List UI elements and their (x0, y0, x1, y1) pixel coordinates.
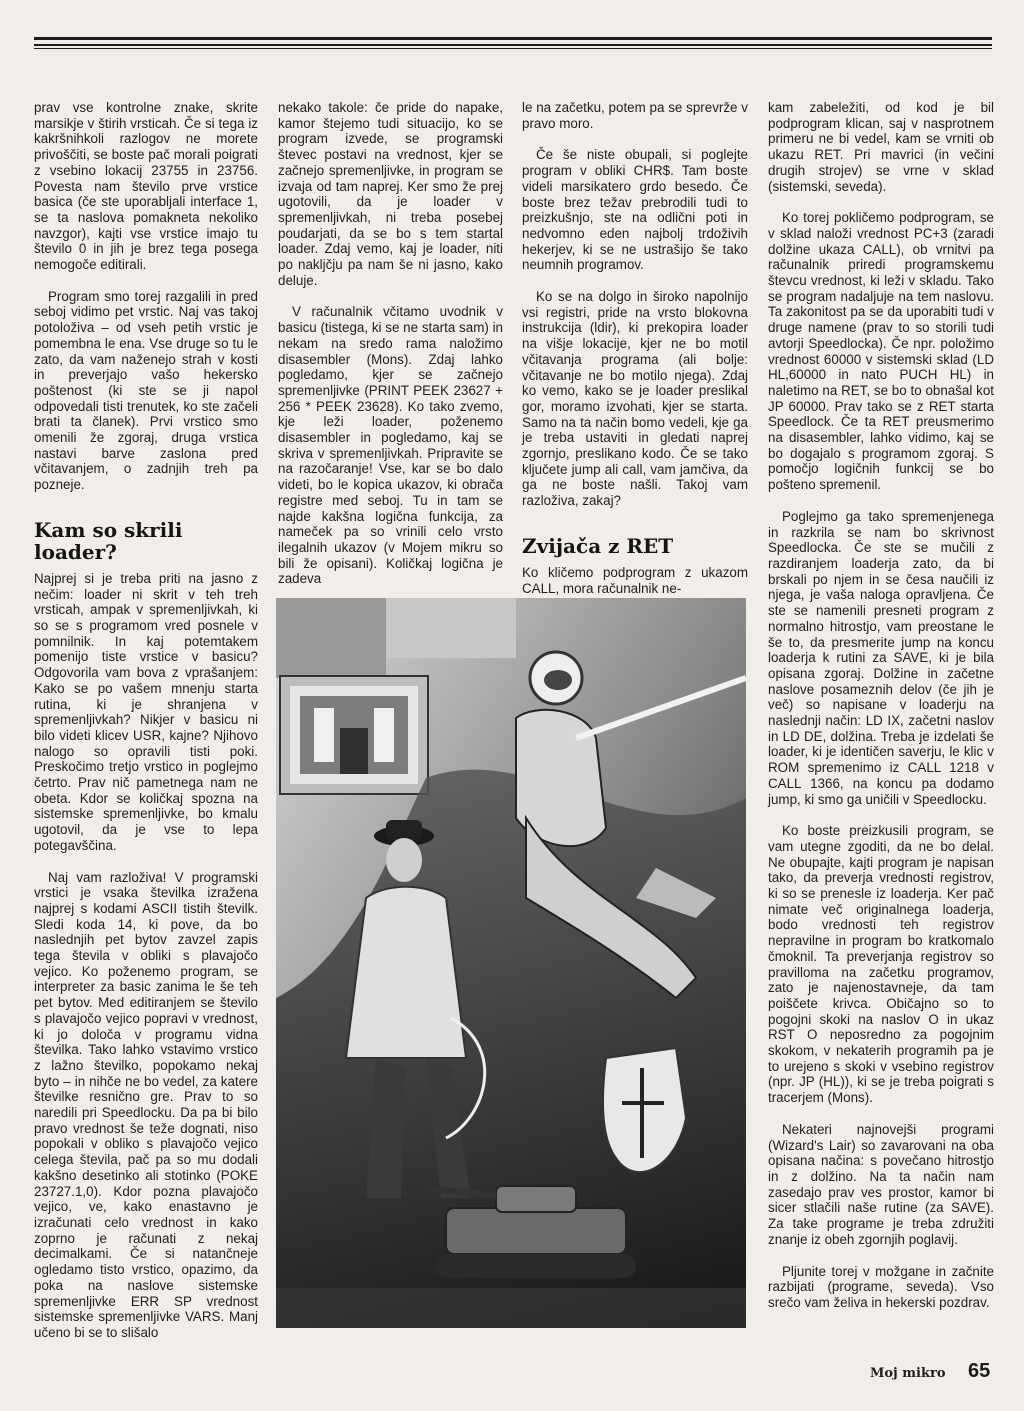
paragraph: nekako takole: če pride do napake, kamor štejemo tudi situacijo, ko se program izvede, se programski števec postavi na vrednost, kjer se začnejo spremenljivke, in program se izvaja od tam naprej. Ker smo že prej ugotovili, da je loader v spremenljivkah, ni treba posebej poudarjati, da se bo s tem startal loader. Zdaj vemo, kaj je loader, niti po nakljčju pa nam še ni jasno, kako deluje. (278, 100, 503, 288)
paragraph: Ko se na dolgo in široko napolnijo vsi registri, pride na vrsto blokovna instrukcija (ldir), ki prekopira loader na višje lokacije, kjer ne bo motil včitavanja programa (ali bolje: včitavanje ne bo motilo njega). Zdaj ko vemo, kako se je loader preslikal gor, moramo izvohati, kjer se starta. Samo na ta način bomo vedeli, kje ga je treba ustaviti in gledati naprej zgornjo, preslikano kodo. Če se tako ključete jump ali call, vam jamčiva, da ga ne boste našli. Takoj vam razloživa, zakaj? (522, 289, 748, 509)
section-heading: Zvijača z RET (522, 533, 674, 558)
paragraph: le na začetku, potem pa se sprevrže v pravo moro. (522, 100, 748, 131)
paragraph: Ko torej pokličemo podprogram, se v sklad naloži vrednost PC+3 (zaradi dolžine ukaza CALL), ob vrnitvi pa računalnik priredi programskemu števcu vrednost, ki leži v skladu. Tako se program nadaljuje na tem naslovu. Ta zakonitost pa se da uporabiti tudi v druge namene (prav to so storili tudi avtorji Speedlocka). Če npr. položimo vrednost 60000 v sistemski sklad (LD HL,60000 in nato PUCH HL) in naletimo na RET, se bo to obnašal kot JP 60000. Prav tako se z RET starta Speedlock. Če ta RET preusmerimo na disasembler, lahko vidimo, kaj se bo dogajalo s programom zgoraj. S pomočjo logičnih funkcij se bo pošteno spremenil. (768, 210, 994, 493)
paragraph: Ko kličemo podprogram z ukazom CALL, mora računalnik ne- (522, 564, 748, 596)
paragraph: Če še niste obupali, si poglejte program v obliki CHR$. Tam boste videli marsikatero grdo besedo. Če boste brez težav prebrodili tudi to preizkušnjo, ste na odlični poti in nedvomno eden najbolj trdoživih hekerjev, ki se ne ustrašijo še tako neumnih programov. (522, 147, 748, 273)
article-column-1 (34, 100, 258, 1357)
paragraph: Pljunite torej v možgane in začnite razbijati (programe, seveda). Vso srečo vam želiva in hekerski pozdrav. (768, 1263, 994, 1310)
game-screenshot-top-left (276, 598, 386, 678)
paragraph: V računalnik včitamo uvodnik v basicu (tistega, ki se ne starta sam) in nekam na sredo rama naložimo disasembler (Mons). Zdaj lahko pogledamo, kjer se začnejo spremenljivke (PRINT PEEK 23627 + 256 * PEEK 23628). Ko tako zvemo, kje leži loader, poženemo disasembler in pogledamo, kaj se skriva v spremenljivkah. Pripravite se na razočaranje! Vse, kar se bo dalo videti, bo le kopica ukazov, ki obrača registre med seboj. Tu in tam se najde kakšna logična funkcija, za nameček pa so vrinili celo vrsto ilegalnih ukazov (v Mojem mikru so bili že opisani). Količkaj logična je zadeva (278, 304, 503, 587)
header-rule-middle (34, 44, 992, 46)
paragraph: prav vse kontrolne znake, skrite marsikje v štirih vrsticah. Če si tega iz kakršnihkoli razlogov ne morete privoščiti, se boste pač morali poigrati z vsebino lokacij 23755 in 23756. Povesta nam število prve vrstice basica (če ste uporabljali interface 1, se ta naslova pomakneta nekoliko navzgor), kajti vse vrstice imajo tu število 0 in jih je brez tega posega nemogoče editirali. (34, 100, 258, 273)
collage-artwork (276, 598, 746, 1328)
paragraph: Poglejmo ga tako spremenjenega in razkrila se nam bo skrivnost Speedlocka. Če ste se mučili z razdiranjem loaderja zato, da bi brskali po njem in se česa naučili iz njega, je vaša naloga opravljena. Če ste se namenili presneti program z normalno hitrostjo, vam preostane le še to, da presmerite jump na koncu loaderja k rutini za SAVE, ki je bila opisana zgoraj. Dolžine in začetne naslove posameznih delov (če jih je več) so napisane v loaderju na naslednji način: LD IX, začetni naslov in LD DE, dolžina. Treba je izdelati še loader, ki je identičen saverju, le klic v ROM spremenimo iz CALL 1218 v CALL 1366, na koncu pa dodamo jump, ki smo ga uničili v Speedlocku. (768, 508, 994, 807)
section-heading: Kam so skrili loader? (34, 517, 183, 564)
header-rule-thin (34, 48, 992, 49)
magazine-name: Moj mikro (870, 1366, 946, 1381)
paragraph: Ko boste preizkusili program, se vam utegne zgoditi, da ne bo delal. Ne obupajte, kajti program je napisan tako, da preverja vrednosti registrov, ki so se prenesle iz loaderja. Ker pač nimate več originalnega loaderja, bodo vrednosti teh registrov nepravilne in program bo kratkomalo čmoknil. Ta preverjanja registrov so pravilloma na začetku programov, zato je najenostavneje, da tam poiščete krivca. Običajno so to pogojni skoki na naslov O in ukaz RST O neposredno za pogojnim skokom, v nekaterih programih pa je to urejeno s skoki v vsebino registrov (npr. JP (HL)), ki se je treba poigrati s tracerjem (Mons). (768, 823, 994, 1106)
article-column-2 (278, 100, 503, 603)
article-column-4 (768, 100, 994, 1327)
game-collage-illustration (276, 598, 746, 1328)
paragraph: Nekateri najnovejši programi (Wizard's Lair) so zavarovani na oba opisana načina: s povečano hitrostjo in z dolžino. Na ta način nam zasedajo prav ves prostor, kamor bi sicer stlačili naše rutine (za SAVE). Za take programe je treba združiti znanje iz obeh zgornjih poglavij. (768, 1121, 994, 1247)
paragraph: kam zabeležiti, od kod je bil podprogram klican, saj v nasprotnem primeru ne bi vedel, kam se vrniti ob ukazu RET. Pri mavrici (in večini drugih strojev) se vrne v sklad (sistemski, seveda). (768, 100, 994, 194)
paragraph: Program smo torej razgalili in pred seboj vidimo pet vrstic. Naj vas takoj potoloživa – od vseh petih vrstic je pomembna le ena. Vse druge so tu le zato, da vam naženejo strah v kosti in preverjajo vašo hekersko poštenost (ki ste se ji napol odpovedali tisti trenutek, ko ste začeli brati ta članek). Prvi vrstico smo omenili že zgoraj, druga vrstica nastavi barve zaslona pred včitavanjem, o zadnjih treh pa pozneje. (34, 288, 258, 493)
article-column-3 (522, 100, 748, 612)
page-number: 65 (968, 1360, 991, 1382)
paragraph: Najprej si je treba priti na jasno z nečim: loader ni skrit v teh treh vrsticah, ampak v spremenljivkah, ki so se s programom vred posnele v pomnilnik. In kaj potemtakem pomenijo tiste vrstice v basicu? Odgovorila vam bova z vprašanjem: Kako se po vašem mnenju starta rutina, ki je shranjena v spremenljivkah? Nikjer v basicu ni bilo videti klicev USR, kajne? Njihovo nalogo so opravili tisti poki. Preskočimo tretjo vrstico in poglejmo četrto. Prav nič pametnega nam ne obeta. Kdor se količkaj spozna na sistemske spremenljivke, bo kmalu ugotovil, da je vse to lepa potegavščina. (34, 570, 258, 853)
castle-maze-screenshot (280, 676, 428, 794)
paragraph: Naj vam razloživa! V programski vrstici je vsaka številka izražena najprej s kodami ASCII tistih številk. Sledi koda 14, ki pove, da bo naslednjih pet bytov zavzel zapis tega števila v obliki s plavajočo vejico. Ko poženemo program, se interpreter za basic zanima le še teh pet bytov. Med editiranjem se število s plavajočo vejico popravi v vrednost, ki jo določa v programu vidna številka. Tako lahko vstavimo vrstico z lažno številko, popokamo nekaj byto – in nihče ne bo vedel, za katere številke resnično gre. Prav to so naredili pri Speedlocku. Da pa bi bilo pravo vrednost še teže dognati, niso popokali v obliko s plavajočo vejico celega števila, pač pa so mu dodali kakšno desetinko ali stotinko (POKE 23727.1,0). Kdor pozna plavajočo vejico, ve, kako enastavno je izračunati celo vrednost in kako zoprno je računati z nekaj decimalkami. Če si natančneje ogledamo tisto vrstico, opazimo, da poka na naslove sistemske spremenljivke ERR SP vrednost sistemske spremenljivke VARS. Manj učeno bi se to slišalo (34, 869, 258, 1340)
header-rule-thick (34, 37, 992, 40)
